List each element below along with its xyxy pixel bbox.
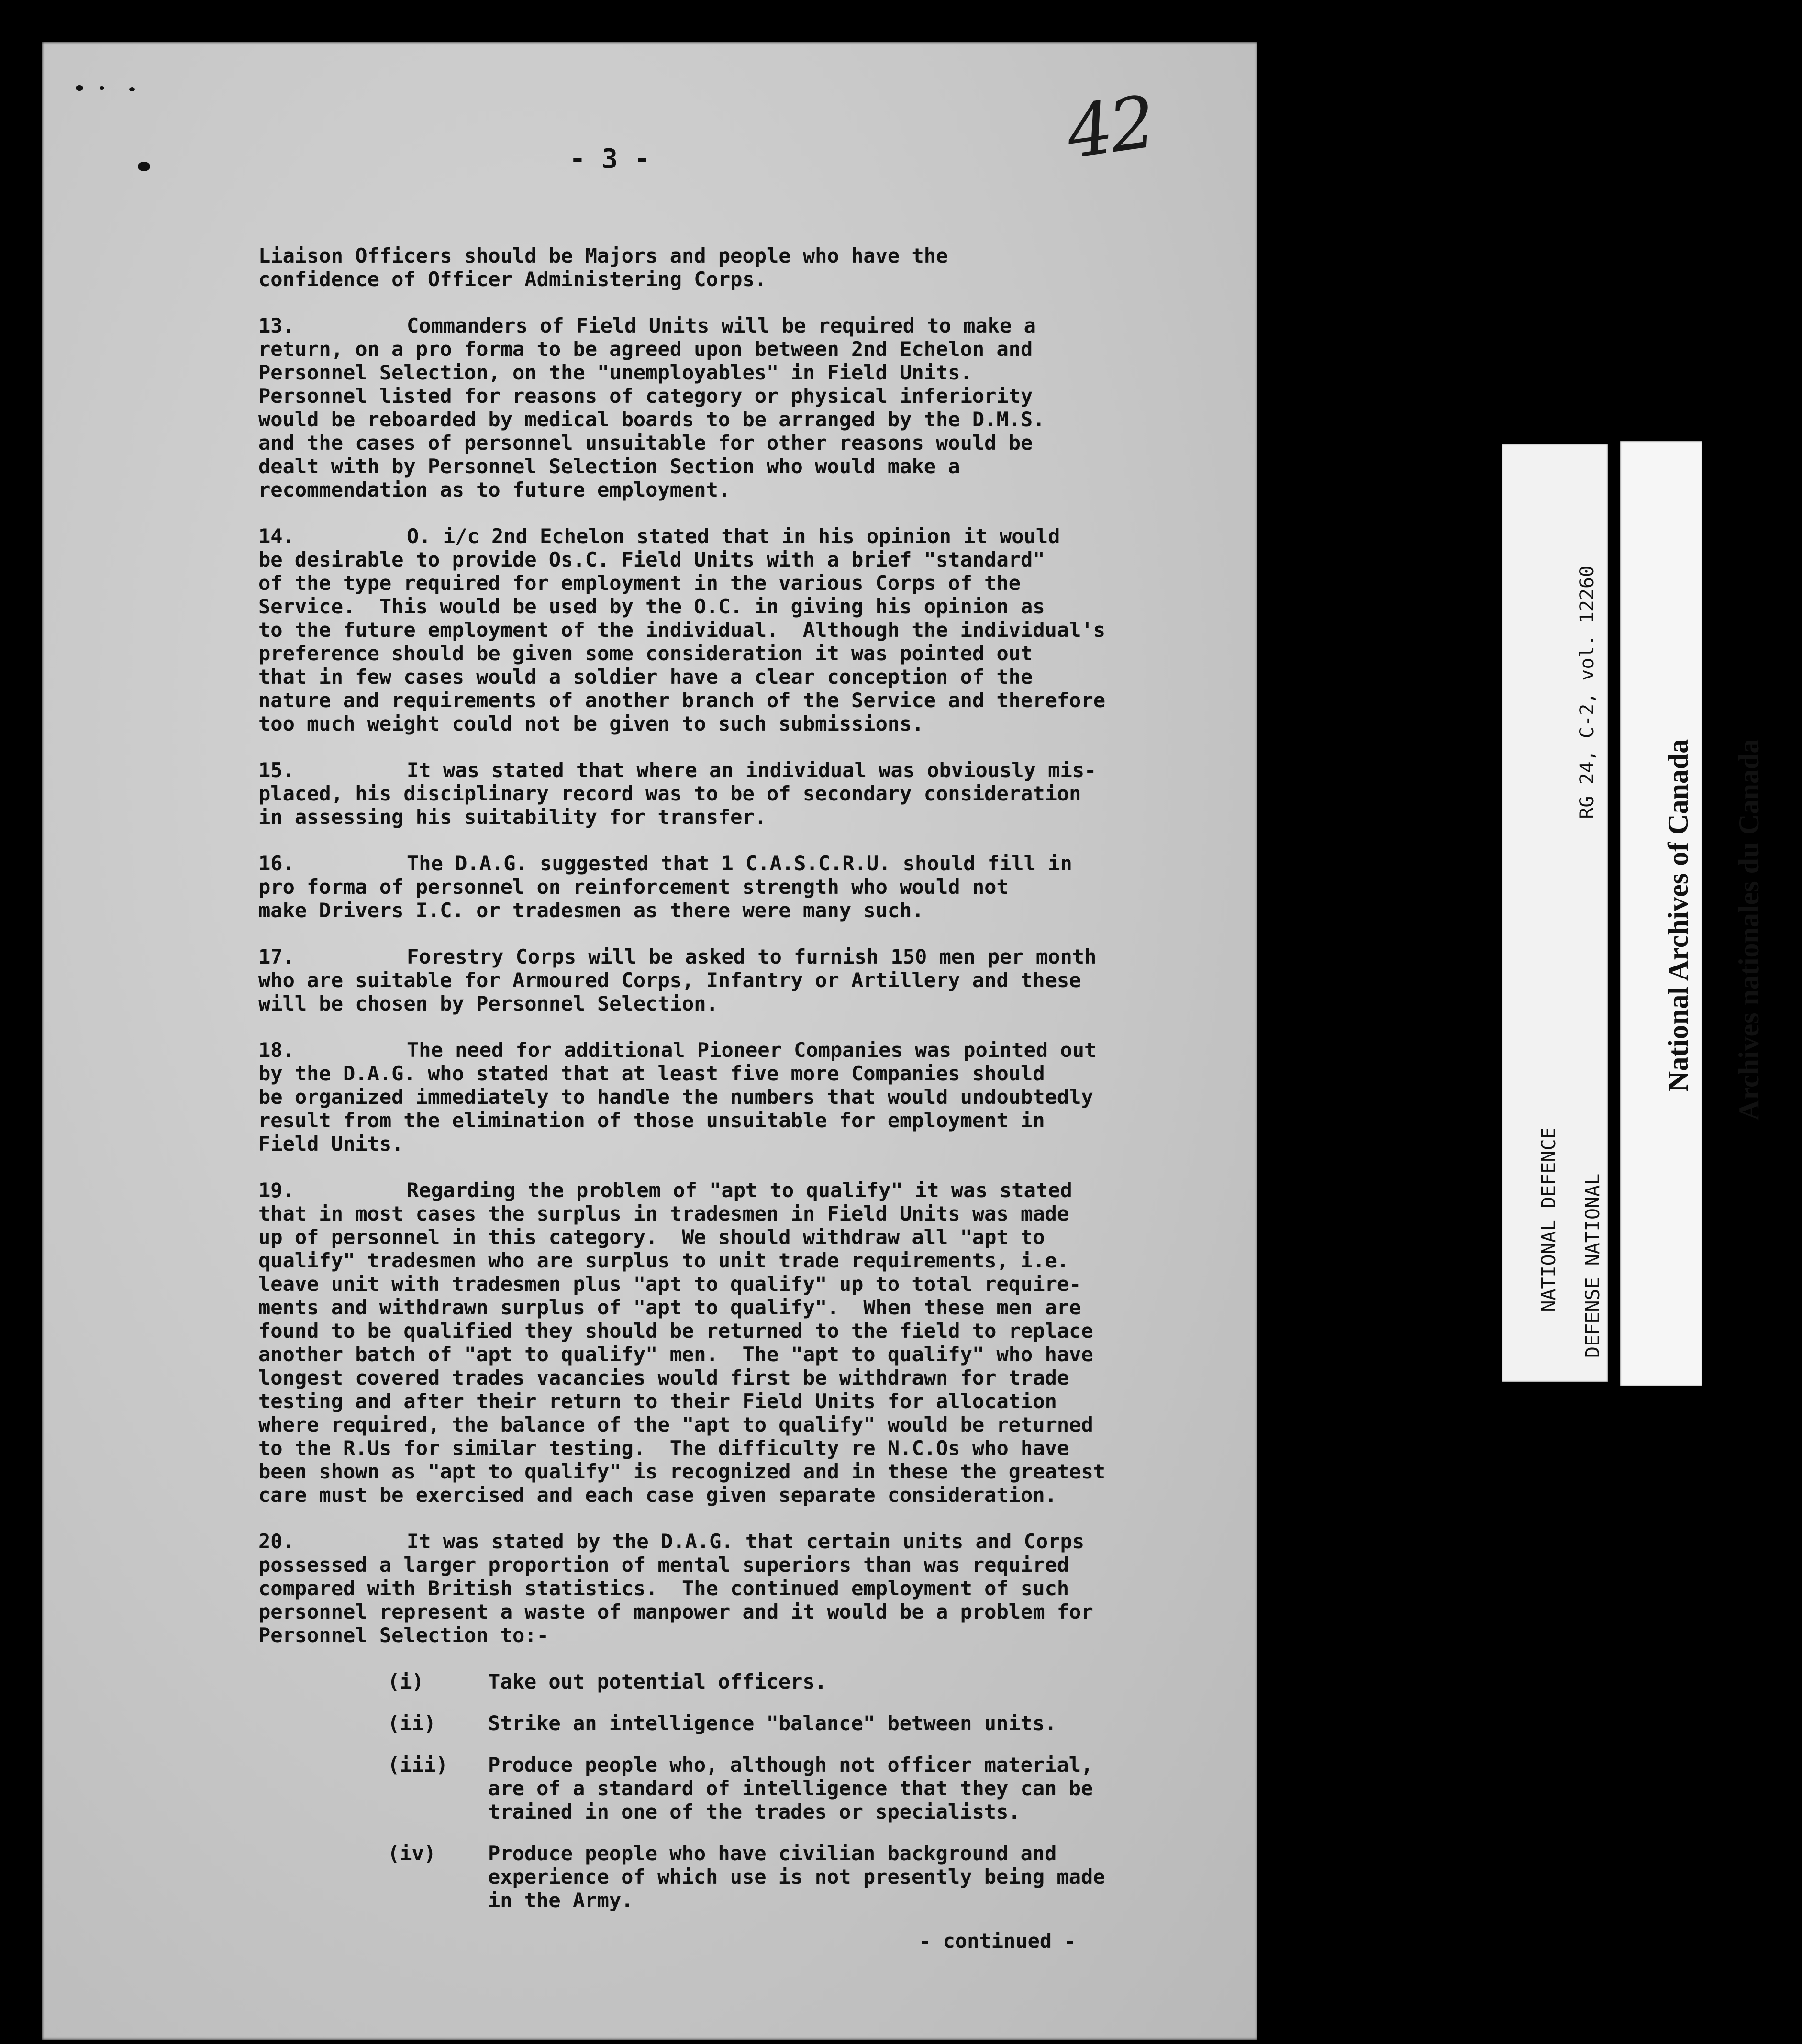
list-marker: (ii) bbox=[388, 1711, 436, 1735]
paragraph-line bbox=[258, 1225, 1244, 1249]
line-text: dealt with by Personnel Selection Section who would make a bbox=[258, 455, 960, 478]
paragraph-intro bbox=[258, 244, 1244, 291]
paragraph-line bbox=[258, 618, 1244, 642]
paragraph-number: 14. bbox=[258, 524, 295, 548]
line-text: Field Units. bbox=[258, 1132, 404, 1155]
paragraph-line bbox=[258, 1366, 1244, 1389]
paragraph-line bbox=[258, 524, 1244, 548]
paragraph-line bbox=[258, 782, 1244, 805]
continued-marker: - continued - bbox=[919, 1929, 1076, 1953]
paragraph-line bbox=[258, 267, 1244, 291]
line-text: Regarding the problem of "apt to qualify" it was stated bbox=[407, 1178, 1072, 1202]
paragraph-line bbox=[258, 1062, 1244, 1085]
line-text: qualify" tradesmen who are surplus to unit trade requirements, i.e. bbox=[258, 1249, 1069, 1272]
line-text: pro forma of personnel on reinforcement strength who would not bbox=[258, 875, 1009, 899]
paragraph-line bbox=[258, 1389, 1244, 1413]
line-text: found to be qualified they should be returned to the field to replace bbox=[258, 1319, 1093, 1343]
paragraph-line bbox=[258, 478, 1244, 501]
line-text: to the R.Us for similar testing. The difficulty re N.C.Os who have bbox=[258, 1436, 1069, 1460]
archive-reference-label bbox=[1502, 444, 1608, 1382]
paragraph-line bbox=[258, 1132, 1244, 1155]
line-text: testing and after their return to their Field Units for allocation bbox=[258, 1389, 1057, 1413]
paragraph-line bbox=[258, 1178, 1244, 1202]
paragraph-17 bbox=[258, 945, 1244, 1015]
list-item bbox=[388, 1670, 1244, 1693]
list-text: Take out potential officers. bbox=[488, 1670, 827, 1693]
line-text: longest covered trades vacancies would first be withdrawn for trade bbox=[258, 1366, 1069, 1389]
line-text: ments and withdrawn surplus of "apt to qualify". When these men are bbox=[258, 1296, 1081, 1319]
line-text: Personnel Selection to:- bbox=[258, 1623, 549, 1647]
paragraph-line bbox=[258, 1623, 1244, 1647]
line-text: Liaison Officers should be Majors and people who have the bbox=[258, 244, 948, 267]
paragraph-line bbox=[258, 1600, 1244, 1623]
line-text: too much weight could not be given to such submissions. bbox=[258, 712, 924, 735]
paragraph-line bbox=[258, 571, 1244, 595]
paragraph-line bbox=[258, 1413, 1244, 1436]
paragraph-number: 13. bbox=[258, 314, 295, 337]
paragraph-14 bbox=[258, 524, 1244, 735]
punch-mark bbox=[76, 85, 83, 91]
paragraph-line bbox=[258, 945, 1244, 968]
paragraph-line bbox=[258, 1272, 1244, 1296]
label-line-archives-nationales: Archives nationales du Canada bbox=[1733, 739, 1765, 1121]
paragraph-number: 16. bbox=[258, 852, 295, 875]
line-text: Commanders of Field Units will be required to make a bbox=[407, 314, 1036, 337]
paragraph-line bbox=[258, 1343, 1244, 1366]
paragraph-number: 17. bbox=[258, 945, 295, 968]
paragraph-line bbox=[258, 548, 1244, 571]
paragraph-number: 18. bbox=[258, 1038, 295, 1062]
paragraph-line bbox=[258, 1296, 1244, 1319]
line-text: where required, the balance of the "apt to qualify" would be returned bbox=[258, 1413, 1093, 1436]
list-item bbox=[388, 1842, 1244, 1912]
line-text: would be reboarded by medical boards to be arranged by the D.M.S. bbox=[258, 408, 1045, 431]
line-text: another batch of "apt to qualify" men. The "apt to qualify" who have bbox=[258, 1343, 1093, 1366]
line-text: confidence of Officer Administering Corps. bbox=[258, 267, 767, 291]
paragraph-line bbox=[258, 1483, 1244, 1507]
punch-mark bbox=[129, 87, 135, 91]
paragraph-line bbox=[258, 244, 1244, 267]
line-text: make Drivers I.C. or tradesmen as there were many such. bbox=[258, 899, 924, 922]
line-text: Personnel Selection, on the "unemployables" in Field Units. bbox=[258, 361, 972, 384]
paragraph-line bbox=[258, 1436, 1244, 1460]
paragraph-line bbox=[258, 805, 1244, 829]
line-text: by the D.A.G. who stated that at least five more Companies should bbox=[258, 1062, 1045, 1085]
paragraph-number: 20. bbox=[258, 1530, 295, 1553]
archives-canada-label bbox=[1620, 441, 1765, 1386]
line-text: that in most cases the surplus in tradesmen in Field Units was made bbox=[258, 1202, 1069, 1225]
paragraph-line bbox=[258, 361, 1244, 384]
line-text: up of personnel in this category. We should withdraw all "apt to bbox=[258, 1225, 1045, 1249]
line-text: result from the elimination of those unsuitable for employment in bbox=[258, 1109, 1045, 1132]
line-text: personnel represent a waste of manpower and it would be a problem for bbox=[258, 1600, 1093, 1623]
line-text: compared with British statistics. The continued employment of such bbox=[258, 1577, 1069, 1600]
paragraph-line bbox=[258, 642, 1244, 665]
line-text: Forestry Corps will be asked to furnish 150 men per month bbox=[407, 945, 1097, 968]
paragraph-number: 19. bbox=[258, 1178, 295, 1202]
paragraph-line bbox=[258, 1085, 1244, 1109]
label-line-national-archives: National Archives of Canada bbox=[1662, 739, 1694, 1092]
archive-reference-text bbox=[1516, 1127, 1626, 1358]
paragraph-line bbox=[258, 689, 1244, 712]
paragraph-line bbox=[258, 992, 1244, 1015]
list-text: Produce people who have civilian background and experience of which use is not presently being made in the Army. bbox=[488, 1842, 1105, 1912]
paragraph-19 bbox=[258, 1178, 1244, 1507]
paragraph-line bbox=[258, 314, 1244, 337]
paragraph-line bbox=[258, 852, 1244, 875]
line-text: who are suitable for Armoured Corps, Infantry or Artillery and these bbox=[258, 968, 1081, 992]
paragraph-line bbox=[258, 455, 1244, 478]
line-text: be organized immediately to handle the numbers that would undoubtedly bbox=[258, 1085, 1093, 1109]
paragraph-line bbox=[258, 665, 1244, 689]
paragraph-line bbox=[258, 899, 1244, 922]
paragraph-line bbox=[258, 1530, 1244, 1553]
paragraph-line bbox=[258, 1553, 1244, 1577]
line-text: nature and requirements of another branch of the Service and therefore bbox=[258, 689, 1106, 712]
line-text: been shown as "apt to qualify" is recognized and in these the greatest bbox=[258, 1460, 1106, 1483]
line-text: be desirable to provide Os.C. Field Units with a brief "standard" bbox=[258, 548, 1045, 571]
paragraph-line bbox=[258, 1577, 1244, 1600]
paragraph-line bbox=[258, 337, 1244, 361]
paragraph-15 bbox=[258, 758, 1244, 829]
paragraph-line bbox=[258, 1109, 1244, 1132]
paragraph-line bbox=[258, 1460, 1244, 1483]
paragraph-line bbox=[258, 875, 1244, 899]
line-text: It was stated that where an individual was obviously mis- bbox=[407, 758, 1097, 782]
paragraph-20 bbox=[258, 1530, 1244, 1647]
line-text: leave unit with tradesmen plus "apt to qualify" up to total require- bbox=[258, 1272, 1081, 1296]
punch-mark bbox=[100, 86, 104, 90]
list-marker: (i) bbox=[388, 1670, 424, 1693]
line-text: The D.A.G. suggested that 1 C.A.S.C.R.U. should fill in bbox=[407, 852, 1072, 875]
line-text: O. i/c 2nd Echelon stated that in his opinion it would bbox=[407, 524, 1060, 548]
archives-canada-text bbox=[1625, 739, 1802, 1121]
line-text: preference should be given some consideration it was pointed out bbox=[258, 642, 1033, 665]
line-text: placed, his disciplinary record was to be of secondary consideration bbox=[258, 782, 1081, 805]
punch-mark bbox=[138, 162, 150, 171]
line-text: The need for additional Pioneer Companies was pointed out bbox=[407, 1038, 1097, 1062]
paragraph-line bbox=[258, 384, 1244, 408]
line-text: care must be exercised and each case given separate consideration. bbox=[258, 1483, 1057, 1507]
paragraph-line bbox=[258, 1038, 1244, 1062]
list-text: Produce people who, although not officer material, are of a standard of intelligence that they can be trained in one of the trades or specialists. bbox=[488, 1753, 1093, 1823]
document-body bbox=[258, 244, 1244, 1930]
paragraph-line bbox=[258, 712, 1244, 735]
line-text: possessed a larger proportion of mental superiors than was required bbox=[258, 1553, 1069, 1577]
line-text: that in few cases would a soldier have a clear conception of the bbox=[258, 665, 1033, 689]
line-text: of the type required for employment in the various Corps of the bbox=[258, 571, 1021, 595]
paragraph-16 bbox=[258, 852, 1244, 922]
paragraph-line bbox=[258, 408, 1244, 431]
list-text: Strike an intelligence "balance" between units. bbox=[488, 1711, 1057, 1735]
line-text: in assessing his suitability for transfer. bbox=[258, 805, 767, 829]
label-line-defense-nationale: DEFENSE NATIONAL bbox=[1582, 1173, 1604, 1358]
line-text: and the cases of personnel unsuitable for other reasons would be bbox=[258, 431, 1033, 455]
handwritten-page-number: 42 bbox=[1061, 80, 1158, 175]
paragraph-line bbox=[258, 1249, 1244, 1272]
list-item bbox=[388, 1711, 1244, 1735]
label-line-national-defence: NATIONAL DEFENCE bbox=[1538, 1127, 1560, 1312]
line-text: return, on a pro forma to be agreed upon between 2nd Echelon and bbox=[258, 337, 1033, 361]
line-text: to the future employment of the individual. Although the individual's bbox=[258, 618, 1106, 642]
page-number: - 3 - bbox=[569, 144, 650, 175]
paragraph-line bbox=[258, 1202, 1244, 1225]
paragraph-18 bbox=[258, 1038, 1244, 1155]
paragraph-line bbox=[258, 431, 1244, 455]
paragraph-line bbox=[258, 1319, 1244, 1343]
paragraph-line bbox=[258, 968, 1244, 992]
label-line-rg: RG 24, C-2, vol. 12260 bbox=[1576, 565, 1598, 819]
line-text: Personnel listed for reasons of category or physical inferiority bbox=[258, 384, 1033, 408]
paragraph-number: 15. bbox=[258, 758, 295, 782]
paragraph-13 bbox=[258, 314, 1244, 501]
line-text: recommendation as to future employment. bbox=[258, 478, 731, 501]
line-text: It was stated by the D.A.G. that certain units and Corps bbox=[407, 1530, 1085, 1553]
list-marker: (iii) bbox=[388, 1753, 448, 1777]
list-item bbox=[388, 1753, 1244, 1823]
list-marker: (iv) bbox=[388, 1842, 436, 1865]
line-text: will be chosen by Personnel Selection. bbox=[258, 992, 718, 1015]
line-text: Service. This would be used by the O.C. in giving his opinion as bbox=[258, 595, 1045, 618]
paragraph-line bbox=[258, 758, 1244, 782]
paragraph-line bbox=[258, 595, 1244, 618]
